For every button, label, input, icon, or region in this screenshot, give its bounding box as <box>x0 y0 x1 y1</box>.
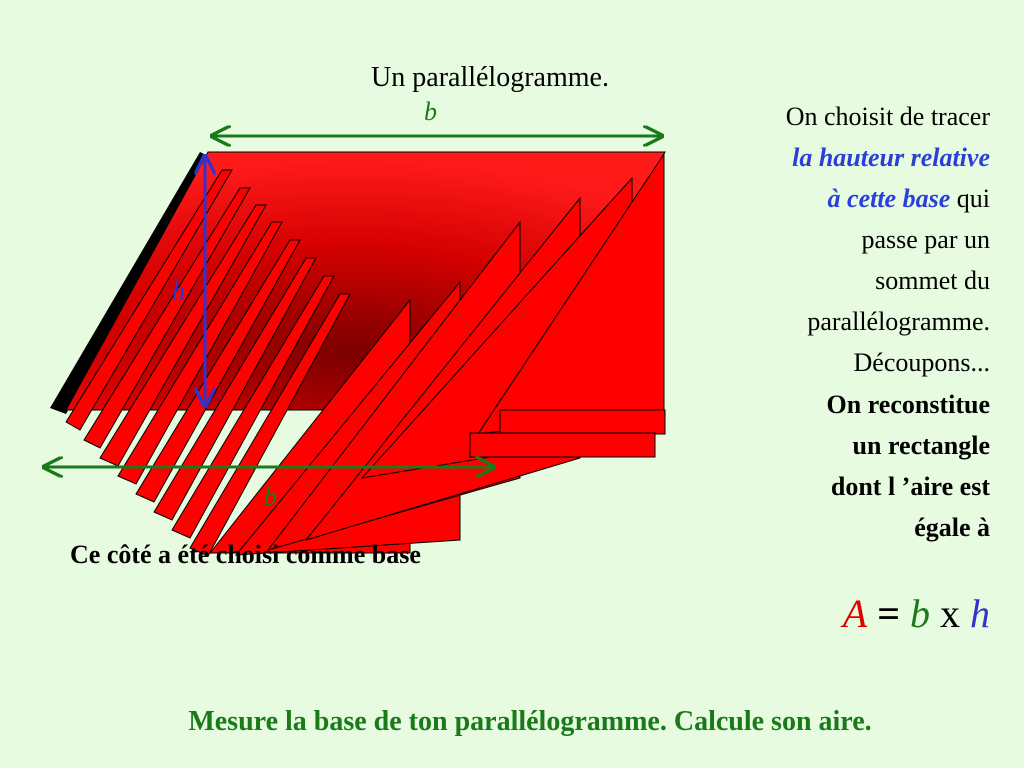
reconstitute-line: dont l ’aire est <box>830 472 990 501</box>
area-symbol: A <box>842 591 868 636</box>
rect-piece <box>500 410 665 434</box>
base-highlight: à cette base <box>827 184 951 213</box>
times-sign: x <box>940 591 960 636</box>
base-caption: Ce côté a été choisi comme base <box>70 540 421 569</box>
explanation-line: parallélogramme. <box>807 307 990 336</box>
explanation-text <box>710 96 990 383</box>
reconstitute-line: On reconstitue <box>826 390 990 419</box>
height-symbol: h <box>970 591 990 636</box>
explanation-line: qui <box>956 184 990 213</box>
height-label: h <box>172 276 185 305</box>
instruction-text: Mesure la base de ton parallélogramme. Calcule son aire. <box>188 706 872 737</box>
reconstitute-line: égale à <box>914 513 990 542</box>
diagram-title: Un parallélogramme. <box>371 62 609 93</box>
explanation-line: passe par un <box>861 225 990 254</box>
reconstitute-text <box>730 384 990 548</box>
base-symbol: b <box>910 591 930 636</box>
base-label-bottom: b <box>264 482 277 511</box>
equals-sign: = <box>877 591 900 636</box>
base-label-top: b <box>424 97 437 126</box>
area-formula <box>843 590 990 637</box>
reconstitute-line: un rectangle <box>852 431 990 460</box>
rect-piece <box>470 433 655 457</box>
explanation-line: Découpons... <box>853 348 990 377</box>
height-highlight: la hauteur relative <box>792 143 990 172</box>
explanation-line: On choisit de tracer <box>785 102 990 131</box>
explanation-line: sommet du <box>875 266 990 295</box>
